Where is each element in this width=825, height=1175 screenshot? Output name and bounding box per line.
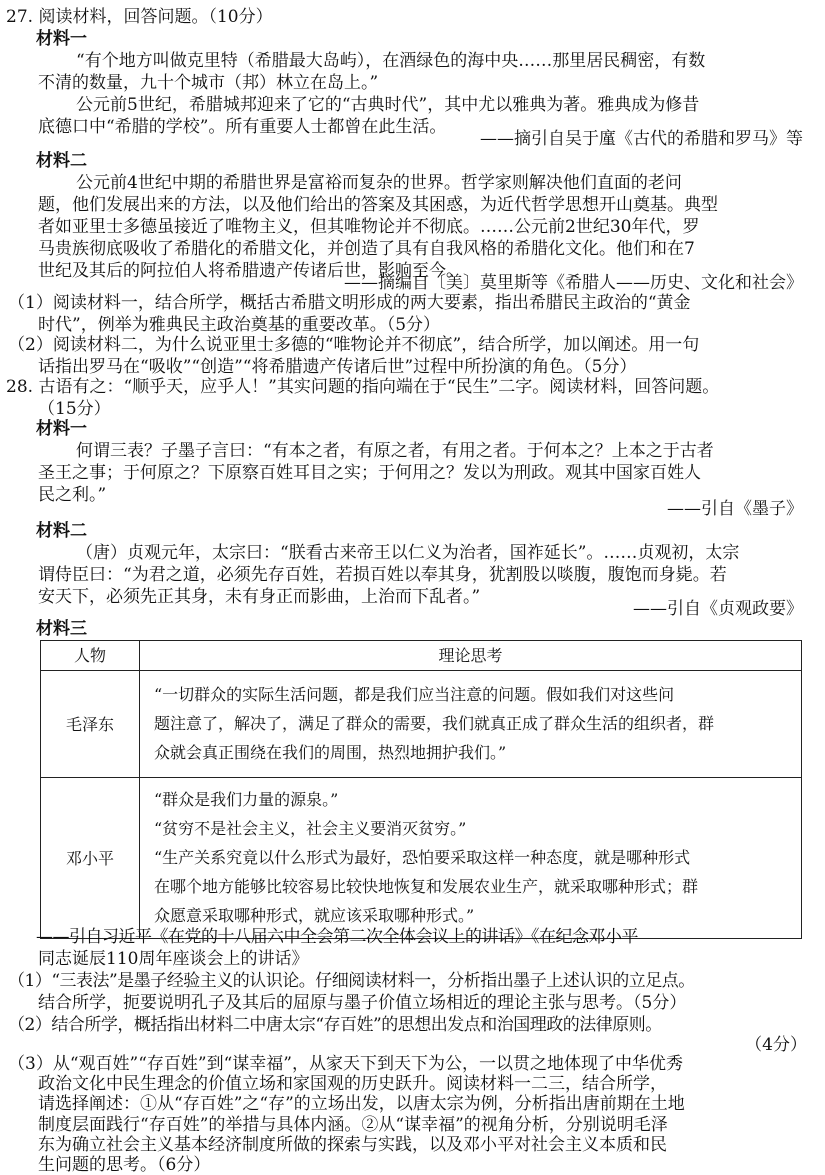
q27-question-2-cont: 话指出罗马在“吸收”“创造”“将希腊遗产传诸后世”过程中所扮演的角色。（5分） bbox=[38, 357, 637, 377]
q27-question-2: （2）阅读材料二，为什么说亚里士多德的“唯物论并不彻底”，结合所学，加以阐述。用一句 bbox=[8, 335, 700, 355]
q27-material-2-source: ——摘编自〔美〕莫里斯等《希腊人——历史、文化和社会》 bbox=[344, 273, 803, 293]
q28-material-2-title: 材料二 bbox=[36, 521, 87, 541]
quote-line: “群众是我们力量的源泉。” bbox=[154, 789, 339, 809]
q27-material-2-line: 题，他们发展出来的方法，以及他们给出的答案及其困惑，为近代哲学思想开山奠基。典型 bbox=[38, 195, 718, 215]
q28-question-3-end: 生问题的思考。（6分） bbox=[38, 1155, 211, 1175]
q28-question-3-cont: 制度层面践行“存百姓”的举措与具体内涵。②从“谋幸福”的视角分析，分别说明毛泽 bbox=[38, 1114, 668, 1135]
table-cell-person: 毛泽东 bbox=[41, 671, 140, 778]
q28-heading-score: （15分） bbox=[38, 399, 111, 419]
q28-material-2-source: ——引自《贞观政要》 bbox=[633, 599, 803, 619]
q28-material-1-line: 圣王之事；于何原之？下原察百姓耳目之实；于何用之？发以为刑政。观其中国家百姓人 bbox=[38, 463, 701, 483]
q27-material-2-line: 公元前4世纪中期的希腊世界是富裕而复杂的世界。哲学家则解决他们直面的老问 bbox=[76, 173, 682, 193]
table-header-row bbox=[41, 641, 802, 671]
q28-question-3-cont: 东为确立社会主义基本经济制度所做的探索与实践，以及邓小平对社会主义本质和民 bbox=[38, 1134, 667, 1155]
q28-material-1-source: ——引自《墨子》 bbox=[667, 499, 803, 519]
quote-line: 众愿意采取哪种形式，就应该采取哪种形式。” bbox=[154, 905, 475, 925]
table-header-person: 人物 bbox=[41, 641, 140, 671]
q27-material-1-line: “有个地方叫做克里特（希腊最大岛屿），在酒绿色的海中央……那里居民稠密，有数 bbox=[76, 51, 706, 71]
table-cell-thought bbox=[140, 778, 802, 939]
quote-line: “贫穷不是社会主义，社会主义要消灭贫穷。” bbox=[154, 818, 467, 838]
table-row bbox=[41, 778, 802, 939]
q28-material-3-source-cont: 同志诞辰110周年座谈会上的讲话》 bbox=[38, 949, 309, 969]
q28-material-1-line: 民之利。” bbox=[38, 485, 107, 505]
quote-line: “生产关系究竟以什么形式为最好，恐怕要采取这样一种态度，就是哪种形式 bbox=[154, 847, 691, 867]
q28-material-2-line: 安天下，必须先正其身，未有身正而影曲，上治而下乱者。” bbox=[38, 587, 481, 607]
q28-heading: 28. 古语有之：“顺乎天，应乎人！”其实问题的指向端在于“民生”二字。阅读材料，回答问题。 bbox=[6, 377, 720, 397]
q28-question-2: （2）结合所学，概括指出材料二中唐太宗“存百姓”的思想出发点和治国理政的法律原则。 bbox=[8, 1015, 662, 1035]
q27-question-1-cont: 时代”，例举为雅典民主政治奠基的重要改革。（5分） bbox=[38, 315, 441, 335]
q28-question-1-cont: 结合所学，扼要说明孔子及其后的屈原与墨子价值立场相近的理论主张与思考。（5分） bbox=[38, 993, 687, 1013]
q27-material-1-line: 公元前5世纪，希腊城邦迎来了它的“古典时代”，其中尤以雅典为著。雅典成为修昔 bbox=[76, 95, 700, 115]
q27-material-1-title: 材料一 bbox=[36, 29, 87, 49]
q27-material-1-line: 不清的数量，九十个城市（邦）林立在岛上。” bbox=[38, 73, 379, 93]
table-cell-person: 邓小平 bbox=[41, 778, 140, 939]
q28-material-1-title: 材料一 bbox=[36, 419, 87, 439]
q27-material-1-line: 底德口中“希腊的学校”。所有重要人士都曾在此生活。 bbox=[38, 117, 447, 137]
q27-question-1: （1）阅读材料一，结合所学，概括古希腊文明形成的两大要素，指出希腊民主政治的“黄金 bbox=[8, 293, 691, 313]
q28-material-3-source: ——引自习近平《在党的十八届六中全会第二次全体会议上的讲话》《在纪念邓小平 bbox=[36, 927, 638, 947]
quote-line: 题注意了，解决了，满足了群众的需要，我们就真正成了群众生活的组织者，群 bbox=[154, 713, 715, 733]
table-row bbox=[41, 671, 802, 778]
q28-question-2-score: （4分） bbox=[745, 1035, 807, 1055]
q27-material-2-title: 材料二 bbox=[36, 151, 87, 171]
table-cell-thought bbox=[140, 671, 802, 778]
q28-material-2-line: （唐）贞观元年，太宗曰：“朕看古来帝王以仁义为治者，国祚延长”。……贞观初，太宗 bbox=[76, 543, 740, 563]
q28-question-3-cont: 政治文化中民生理念的价值立场和家国观的历史跃升。阅读材料一二三，结合所学， bbox=[38, 1074, 667, 1095]
q28-question-3: （3）从“观百姓”“存百姓”到“谋幸福”，从家天下到天下为公，一以贯之地体现了中华优秀 bbox=[8, 1054, 683, 1074]
quote-line: 在哪个地方能够比较容易比较快地恢复和发展农业生产，就采取哪种形式；群 bbox=[154, 876, 699, 896]
q28-question-3-cont: 请选择阐述：①从“存百姓”之“存”的立场出发，以唐太宗为例，分析指出唐前期在土地 bbox=[38, 1094, 685, 1115]
q28-material-1-line: 何谓三表？子墨子言曰：“有本之者，有原之者，有用之者。于何本之？上本之于古者 bbox=[76, 441, 714, 461]
table-header-thought: 理论思考 bbox=[140, 641, 802, 671]
q27-material-2-line: 马贵族彻底吸收了希腊化的希腊文化，并创造了具有自我风格的希腊化文化。他们和在7 bbox=[38, 239, 695, 259]
q27-material-2-line: 世纪及其后的阿拉伯人将希腊遗产传诸后世，影响至今。 bbox=[38, 261, 463, 281]
material-3-table bbox=[40, 640, 802, 939]
quote-line: “一切群众的实际生活问题，都是我们应当注意的问题。假如我们对这些问 bbox=[154, 684, 675, 704]
q27-material-1-source: ——摘引自吴于廑《古代的希腊和罗马》等 bbox=[480, 129, 803, 149]
q28-question-1: （1）“三表法”是墨子经验主义的认识论。仔细阅读材料一，分析指出墨子上述认识的立足点。 bbox=[8, 971, 695, 991]
q27-heading: 27. 阅读材料，回答问题。（10分） bbox=[6, 7, 273, 27]
q28-material-3-title: 材料三 bbox=[36, 619, 87, 639]
quote-line: 众就会真正围绕在我们的周围，热烈地拥护我们。” bbox=[154, 742, 507, 762]
q27-material-2-line: 者如亚里士多德虽接近了唯物主义，但其唯物论并不彻底。……公元前2世纪30年代，罗 bbox=[38, 217, 700, 237]
q28-material-2-line: 谓侍臣曰：“为君之道，必须先存百姓，若损百姓以奉其身，犹割股以啖腹，腹饱而身毙。若 bbox=[38, 565, 727, 585]
